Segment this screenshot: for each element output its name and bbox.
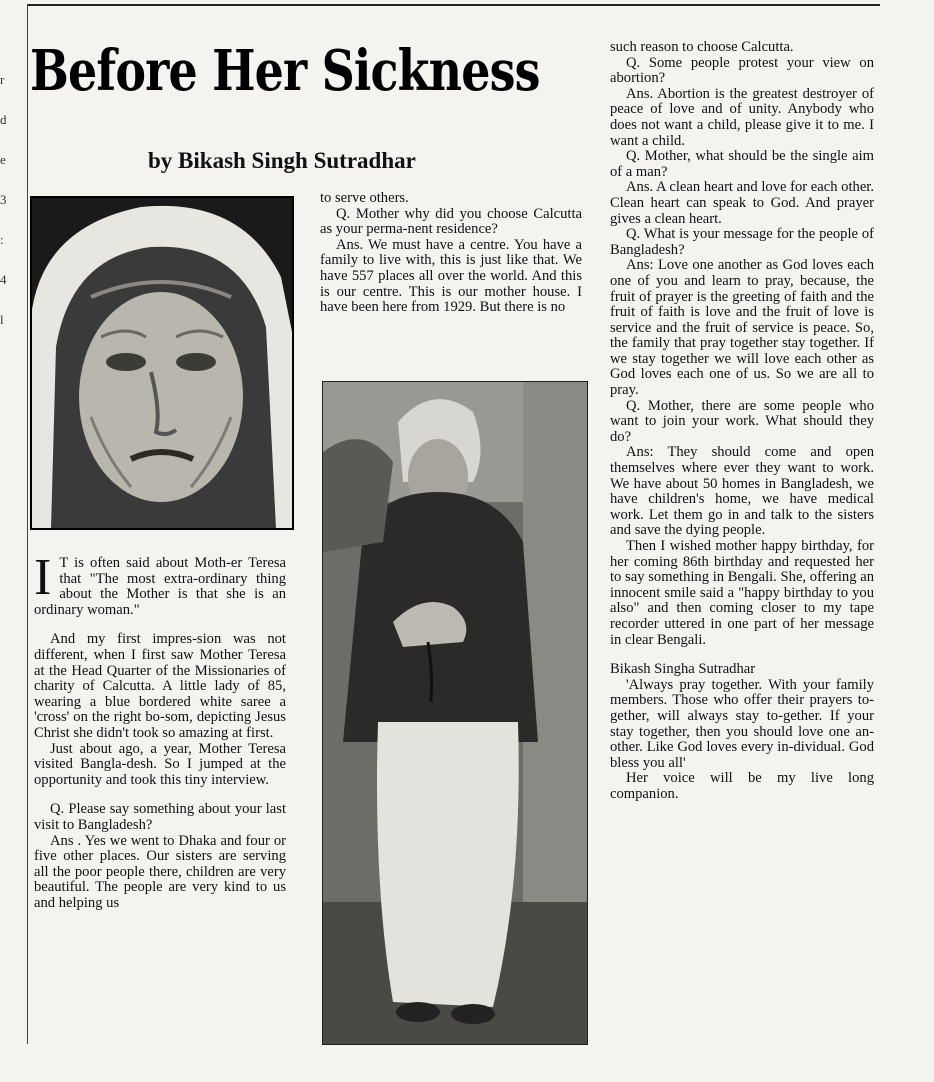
top-rule	[28, 4, 880, 6]
author-signature: Bikash Singha Sutradhar	[610, 661, 756, 678]
article-column-3	[610, 40, 874, 803]
standing-figure-photo	[322, 381, 588, 1045]
byline: by Bikash Singh Sutradhar	[148, 148, 416, 173]
answer: Ans. Abortion is the greatest destroyer of peace of love and of unity. Anybody who does not want a child, please give it to me. I want a child.	[610, 85, 874, 149]
paragraph: And my first impres-sion was not different, when I first saw Mother Teresa at the Head Quarter of the Missionaries of charity of Calcutta. A little lady of 85, wearing a blue bordered white saree a 'cross' on the right bo-som, depicting Jesus Christ she didn't took so amazing at first.	[34, 631, 286, 741]
answer: Ans. A clean heart and love for each other. Clean heart can speak to God. And prayer gives a clean heart.	[610, 179, 875, 227]
quote: 'Always pray together. With your family members. Those who offer their prayers to-gether, will always stay to-gether. If your stay together, then you should love one an-other. Like God loves every in-dividual. God bless you all'	[610, 676, 874, 771]
answer: Ans: They should come and open themselves where ever they want to work. We have about 50 homes in Bangladesh, we have children's home, we have medical work. Let them go in and talk to the sisters and save the dying people.	[610, 444, 874, 539]
question: Q. Mother, there are some people who want to join your work. What should they do?	[610, 397, 874, 445]
paragraph: Her voice will be my live long companion.	[610, 770, 874, 802]
question: Q. Mother why did you choose Calcutta as your perma-nent residence?	[320, 205, 582, 238]
paragraph: such reason to choose Calcutta.	[610, 39, 794, 55]
margin-fragments: r d e 3 : 4 l	[0, 72, 7, 327]
question: Q. What is your message for the people of Bangladesh?	[610, 226, 874, 258]
headline: Before Her Sickness	[30, 38, 540, 104]
answer: Ans: Love one another as God loves each one of you and learn to pray, because, the fruit of prayer is the greeting of faith and the fruit of faith is love and the fruit of love is service and the fruit of service is peace. So, the family that pray together stay together. If we stay together we will love each other as God loves each one of us. So we are all to pray.	[610, 257, 874, 399]
paragraph: Just about ago, a year, Mother Teresa visited Bangla-desh. So I jumped at the opportunity and took this tiny interview.	[34, 740, 286, 788]
paragraph: T is often said about Moth-er Teresa that "The most extra-ordinary thing about the Mother is that she is an ordinary woman."	[34, 555, 286, 618]
article-column-2	[320, 191, 582, 316]
paragraph: to serve others.	[320, 190, 409, 206]
question: Q. Please say something about your last visit to Bangladesh?	[34, 801, 286, 833]
portrait-photo	[30, 196, 294, 530]
question: Q. Mother, what should be the single aim of a man?	[610, 148, 874, 180]
left-column-rule	[27, 4, 28, 1044]
article-column-1	[34, 549, 286, 911]
drop-cap: I	[34, 549, 52, 606]
answer: Ans. We must have a centre. You have a family to live with, this is just like that. We have 557 places all over the world. And this is our centre. This is our mother house. I have been here from 1929. But there is no	[320, 236, 582, 316]
paragraph: Then I wished mother happy birthday, for her coming 86th birthday and requested her to say something in Bengali. She, offering an innocent smile said a "happy birthday to you also" and then coming closer to my tape recorder uttered in one part of her message in clear Bengali.	[610, 538, 874, 648]
answer: Ans . Yes we went to Dhaka and four or five other places. Our sisters are serving all the poor people there, children are very beautiful. The people are very kind to us and helping us	[34, 832, 286, 911]
question: Q. Some people protest your view on abortion?	[610, 54, 874, 87]
